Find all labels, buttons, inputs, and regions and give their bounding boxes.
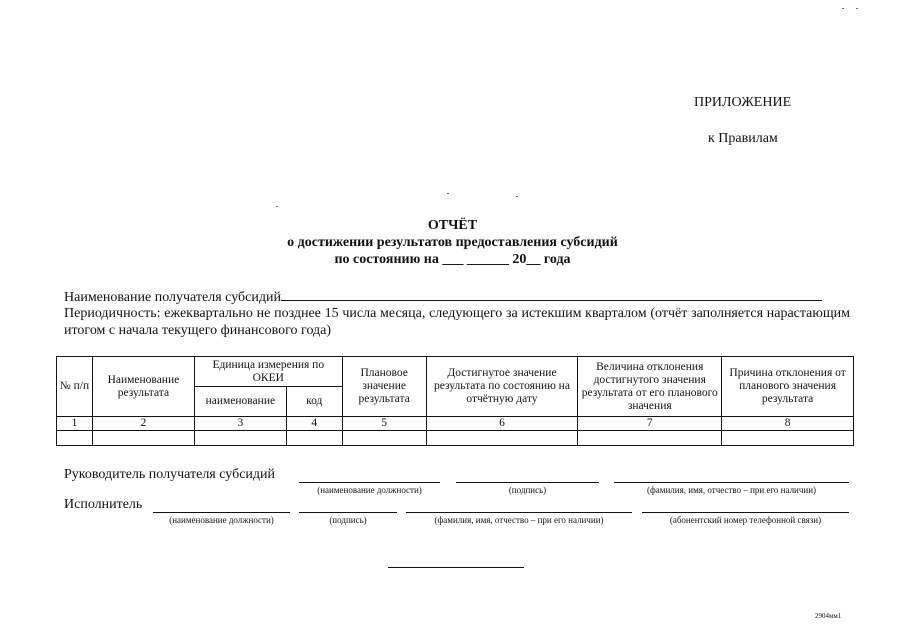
column-number: 4 (286, 417, 342, 431)
recipient-row (64, 286, 854, 306)
results-table (56, 356, 854, 446)
table-row[interactable] (57, 431, 854, 446)
scan-speck (276, 206, 278, 207)
table-cell[interactable] (57, 431, 93, 446)
column-number: 7 (578, 417, 722, 431)
table-numbers-row (57, 417, 854, 431)
table-cell[interactable] (194, 431, 286, 446)
recipient-label: Наименование получателя субсидий (64, 290, 281, 305)
scan-speck (842, 8, 844, 9)
scan-speck (856, 8, 858, 9)
header-col-name: Наименование результата (92, 357, 194, 417)
head-fio-line[interactable] (614, 482, 849, 483)
header-col-deviation: Величина отклонения достигнутого значения результата от его планового значения (578, 357, 722, 417)
header-col-unit-name: наименование (194, 387, 286, 417)
table-cell[interactable] (92, 431, 194, 446)
report-subtitle: о достижении результатов предоставления субсидий (287, 235, 618, 250)
header-col-unit: Единица измерения по ОКЕИ (194, 357, 342, 387)
exec-phone-line[interactable] (642, 512, 849, 513)
table-cell[interactable] (722, 431, 854, 446)
head-fio-caption: (фамилия, имя, отчество – при его наличии) (646, 485, 817, 495)
head-signature-caption: (подпись) (508, 485, 547, 495)
header-col-achieved: Достигнутое значение результата по состоянию на отчётную дату (426, 357, 578, 417)
header-col-plan: Плановое значение результата (342, 357, 426, 417)
column-number: 8 (722, 417, 854, 431)
head-signature-line[interactable] (456, 482, 599, 483)
table-cell[interactable] (342, 431, 426, 446)
column-number: 3 (194, 417, 286, 431)
document-code: 2904мм1 (815, 612, 842, 620)
column-number: 5 (342, 417, 426, 431)
column-number: 2 (92, 417, 194, 431)
closing-divider (388, 567, 524, 568)
exec-position-line[interactable] (153, 512, 290, 513)
recipient-fill-line[interactable] (281, 286, 822, 301)
column-number: 6 (426, 417, 578, 431)
head-position-line[interactable] (299, 482, 440, 483)
exec-signature-caption: (подпись) (329, 515, 367, 525)
table-cell[interactable] (578, 431, 722, 446)
head-position-caption: (наименование должности) (317, 485, 422, 495)
table-cell[interactable] (426, 431, 578, 446)
executor-label: Исполнитель (64, 497, 143, 512)
appendix-heading: ПРИЛОЖЕНИЕ (694, 95, 792, 110)
report-title: ОТЧЁТ (427, 218, 478, 233)
report-date-line: по состоянию на ___ ______ 20__ года (334, 252, 571, 267)
head-signature-label: Руководитель получателя субсидий (64, 467, 276, 482)
header-col-no: № п/п (57, 357, 93, 417)
exec-fio-line[interactable] (406, 512, 632, 513)
periodicity-text: Периодичность: ежеквартально не позднее 15 числа месяца, следующего за истекшим кварталом (отчёт заполняется нарастающим итогом с начала текущего финансового года) (64, 306, 850, 338)
header-col-unit-code: код (286, 387, 342, 417)
table-cell[interactable] (286, 431, 342, 446)
scan-speck (516, 196, 518, 197)
exec-phone-caption: (абонентский номер телефонной связи) (669, 515, 822, 525)
exec-signature-line[interactable] (299, 512, 397, 513)
to-rules-note: к Правилам (708, 131, 778, 146)
column-number: 1 (57, 417, 93, 431)
exec-fio-caption: (фамилия, имя, отчество – при его наличии) (434, 515, 604, 525)
header-col-reason: Причина отклонения от планового значения результата (722, 357, 854, 417)
scan-speck (447, 193, 449, 194)
table-header-row (57, 357, 854, 387)
exec-position-caption: (наименование должности) (169, 515, 274, 525)
